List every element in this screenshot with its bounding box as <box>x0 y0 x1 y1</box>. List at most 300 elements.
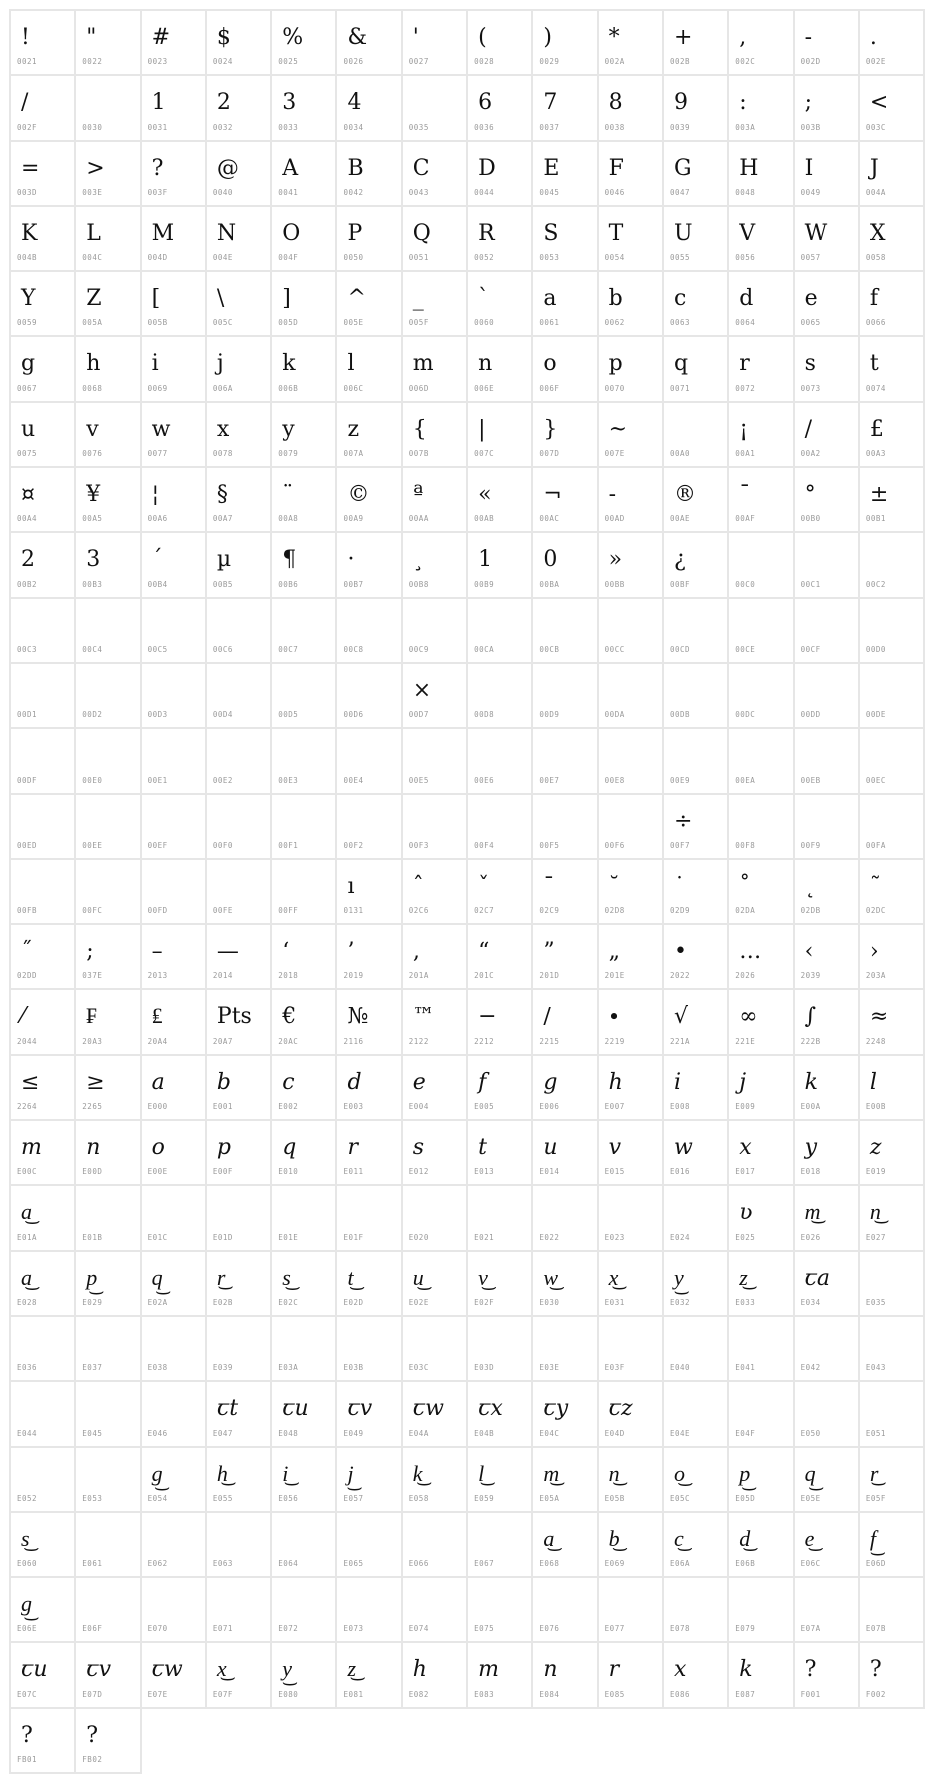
glyph-cell-e03a[interactable] <box>272 1317 335 1380</box>
glyph-cell-0022[interactable] <box>76 11 139 74</box>
glyph-cell-00b3[interactable] <box>76 533 139 596</box>
glyph-cell-00a5[interactable] <box>76 468 139 531</box>
glyph-cell-0077[interactable] <box>142 403 205 466</box>
glyph-cell-004f[interactable] <box>272 207 335 270</box>
glyph-cell-00f1[interactable] <box>272 795 335 858</box>
glyph-cell-007a[interactable] <box>337 403 400 466</box>
glyph-cell-e086[interactable] <box>664 1643 727 1706</box>
glyph-cell-0031[interactable] <box>142 76 205 139</box>
glyph-cell-e06f[interactable] <box>76 1578 139 1641</box>
glyph-cell-e043[interactable] <box>860 1317 923 1380</box>
glyph-cell-0061[interactable] <box>533 272 596 335</box>
glyph-cell-e054[interactable] <box>142 1448 205 1511</box>
glyph-cell-0040[interactable] <box>207 142 270 205</box>
glyph-cell-0062[interactable] <box>599 272 662 335</box>
glyph-cell-002e[interactable] <box>860 11 923 74</box>
glyph-cell-e028[interactable] <box>11 1252 74 1315</box>
glyph-cell-00cd[interactable] <box>664 599 727 662</box>
glyph-cell-2039[interactable] <box>795 925 858 988</box>
glyph-cell-e001[interactable] <box>207 1056 270 1119</box>
glyph-cell-e04e[interactable] <box>664 1382 727 1445</box>
glyph-cell-0056[interactable] <box>729 207 792 270</box>
glyph-cell-006a[interactable] <box>207 337 270 400</box>
glyph-cell-02d8[interactable] <box>599 860 662 923</box>
glyph-cell-e00b[interactable] <box>860 1056 923 1119</box>
glyph-cell-e037[interactable] <box>76 1317 139 1380</box>
glyph-cell-02dd[interactable] <box>11 925 74 988</box>
glyph-cell-00b6[interactable] <box>272 533 335 596</box>
glyph-cell-e03b[interactable] <box>337 1317 400 1380</box>
glyph-cell-00bb[interactable] <box>599 533 662 596</box>
glyph-cell-0043[interactable] <box>403 142 466 205</box>
glyph-cell-e066[interactable] <box>403 1513 466 1576</box>
glyph-cell-20a4[interactable] <box>142 990 205 1053</box>
glyph-cell-00b8[interactable] <box>403 533 466 596</box>
glyph-cell-e056[interactable] <box>272 1448 335 1511</box>
glyph-cell-0059[interactable] <box>11 272 74 335</box>
glyph-cell-00d6[interactable] <box>337 664 400 727</box>
glyph-cell-e02c[interactable] <box>272 1252 335 1315</box>
glyph-cell-0029[interactable] <box>533 11 596 74</box>
glyph-cell-2264[interactable] <box>11 1056 74 1119</box>
glyph-cell-e07f[interactable] <box>207 1643 270 1706</box>
glyph-cell-e07b[interactable] <box>860 1578 923 1641</box>
glyph-cell-e00e[interactable] <box>142 1121 205 1184</box>
glyph-cell-0066[interactable] <box>860 272 923 335</box>
glyph-cell-00ab[interactable] <box>468 468 531 531</box>
glyph-cell-e04f[interactable] <box>729 1382 792 1445</box>
glyph-cell-00f7[interactable] <box>664 795 727 858</box>
glyph-cell-e053[interactable] <box>76 1448 139 1511</box>
glyph-cell-e022[interactable] <box>533 1186 596 1249</box>
glyph-cell-00f5[interactable] <box>533 795 596 858</box>
glyph-cell-0072[interactable] <box>729 337 792 400</box>
glyph-cell-00e0[interactable] <box>76 729 139 792</box>
glyph-cell-0049[interactable] <box>795 142 858 205</box>
glyph-cell-e050[interactable] <box>795 1382 858 1445</box>
glyph-cell-0033[interactable] <box>272 76 335 139</box>
glyph-cell-00ce[interactable] <box>729 599 792 662</box>
glyph-cell-e020[interactable] <box>403 1186 466 1249</box>
glyph-cell-e040[interactable] <box>664 1317 727 1380</box>
glyph-cell-00e1[interactable] <box>142 729 205 792</box>
glyph-cell-2122[interactable] <box>403 990 466 1053</box>
glyph-cell-00e4[interactable] <box>337 729 400 792</box>
glyph-cell-e032[interactable] <box>664 1252 727 1315</box>
glyph-cell-e051[interactable] <box>860 1382 923 1445</box>
glyph-cell-0032[interactable] <box>207 76 270 139</box>
glyph-cell-0079[interactable] <box>272 403 335 466</box>
glyph-cell-00ad[interactable] <box>599 468 662 531</box>
glyph-cell-02c9[interactable] <box>533 860 596 923</box>
glyph-cell-e06a[interactable] <box>664 1513 727 1576</box>
glyph-cell-2248[interactable] <box>860 990 923 1053</box>
glyph-cell-00d3[interactable] <box>142 664 205 727</box>
glyph-cell-0025[interactable] <box>272 11 335 74</box>
glyph-cell-201c[interactable] <box>468 925 531 988</box>
glyph-cell-006e[interactable] <box>468 337 531 400</box>
glyph-cell-e042[interactable] <box>795 1317 858 1380</box>
glyph-cell-2212[interactable] <box>468 990 531 1053</box>
glyph-cell-e02b[interactable] <box>207 1252 270 1315</box>
glyph-cell-0074[interactable] <box>860 337 923 400</box>
glyph-cell-00ba[interactable] <box>533 533 596 596</box>
glyph-cell-e01f[interactable] <box>337 1186 400 1249</box>
glyph-cell-005c[interactable] <box>207 272 270 335</box>
glyph-cell-e05e[interactable] <box>795 1448 858 1511</box>
glyph-cell-0057[interactable] <box>795 207 858 270</box>
glyph-cell-0024[interactable] <box>207 11 270 74</box>
glyph-cell-0038[interactable] <box>599 76 662 139</box>
glyph-cell-00d4[interactable] <box>207 664 270 727</box>
glyph-cell-0058[interactable] <box>860 207 923 270</box>
glyph-cell-00b5[interactable] <box>207 533 270 596</box>
glyph-cell-e003[interactable] <box>337 1056 400 1119</box>
glyph-cell-201d[interactable] <box>533 925 596 988</box>
glyph-cell-0052[interactable] <box>468 207 531 270</box>
glyph-cell-e01a[interactable] <box>11 1186 74 1249</box>
glyph-cell-0027[interactable] <box>403 11 466 74</box>
glyph-cell-0044[interactable] <box>468 142 531 205</box>
glyph-cell-e080[interactable] <box>272 1643 335 1706</box>
glyph-cell-e062[interactable] <box>142 1513 205 1576</box>
glyph-cell-e03d[interactable] <box>468 1317 531 1380</box>
glyph-cell-0068[interactable] <box>76 337 139 400</box>
glyph-cell-0048[interactable] <box>729 142 792 205</box>
glyph-cell-00cc[interactable] <box>599 599 662 662</box>
glyph-cell-004e[interactable] <box>207 207 270 270</box>
glyph-cell-e03c[interactable] <box>403 1317 466 1380</box>
glyph-cell-0069[interactable] <box>142 337 205 400</box>
glyph-cell-e034[interactable] <box>795 1252 858 1315</box>
glyph-cell-e039[interactable] <box>207 1317 270 1380</box>
glyph-cell-00fd[interactable] <box>142 860 205 923</box>
glyph-cell-005d[interactable] <box>272 272 335 335</box>
glyph-cell-e045[interactable] <box>76 1382 139 1445</box>
glyph-cell-e005[interactable] <box>468 1056 531 1119</box>
glyph-cell-00d8[interactable] <box>468 664 531 727</box>
glyph-cell-00b2[interactable] <box>11 533 74 596</box>
glyph-cell-20a7[interactable] <box>207 990 270 1053</box>
glyph-cell-00e7[interactable] <box>533 729 596 792</box>
glyph-cell-e058[interactable] <box>403 1448 466 1511</box>
glyph-cell-e081[interactable] <box>337 1643 400 1706</box>
glyph-cell-e05b[interactable] <box>599 1448 662 1511</box>
glyph-cell-00f4[interactable] <box>468 795 531 858</box>
glyph-cell-003b[interactable] <box>795 76 858 139</box>
glyph-cell-e015[interactable] <box>599 1121 662 1184</box>
glyph-cell-f002[interactable] <box>860 1643 923 1706</box>
glyph-cell-00d5[interactable] <box>272 664 335 727</box>
glyph-cell-e036[interactable] <box>11 1317 74 1380</box>
glyph-cell-e016[interactable] <box>664 1121 727 1184</box>
glyph-cell-00db[interactable] <box>664 664 727 727</box>
glyph-cell-00e5[interactable] <box>403 729 466 792</box>
glyph-cell-e078[interactable] <box>664 1578 727 1641</box>
glyph-cell-0078[interactable] <box>207 403 270 466</box>
glyph-cell-0035[interactable] <box>403 76 466 139</box>
glyph-cell-0039[interactable] <box>664 76 727 139</box>
glyph-cell-00f3[interactable] <box>403 795 466 858</box>
glyph-cell-e06b[interactable] <box>729 1513 792 1576</box>
glyph-cell-e057[interactable] <box>337 1448 400 1511</box>
glyph-cell-e047[interactable] <box>207 1382 270 1445</box>
glyph-cell-003f[interactable] <box>142 142 205 205</box>
glyph-cell-007d[interactable] <box>533 403 596 466</box>
glyph-cell-e025[interactable] <box>729 1186 792 1249</box>
glyph-cell-00ae[interactable] <box>664 468 727 531</box>
glyph-cell-0070[interactable] <box>599 337 662 400</box>
glyph-cell-007e[interactable] <box>599 403 662 466</box>
glyph-cell-00ef[interactable] <box>142 795 205 858</box>
glyph-cell-2019[interactable] <box>337 925 400 988</box>
glyph-cell-0021[interactable] <box>11 11 74 74</box>
glyph-cell-00d9[interactable] <box>533 664 596 727</box>
glyph-cell-e044[interactable] <box>11 1382 74 1445</box>
glyph-cell-0063[interactable] <box>664 272 727 335</box>
glyph-cell-007b[interactable] <box>403 403 466 466</box>
glyph-cell-f001[interactable] <box>795 1643 858 1706</box>
glyph-cell-e059[interactable] <box>468 1448 531 1511</box>
glyph-cell-e024[interactable] <box>664 1186 727 1249</box>
glyph-cell-e065[interactable] <box>337 1513 400 1576</box>
glyph-cell-00f6[interactable] <box>599 795 662 858</box>
glyph-cell-e077[interactable] <box>599 1578 662 1641</box>
glyph-cell-00ff[interactable] <box>272 860 335 923</box>
glyph-cell-00cf[interactable] <box>795 599 858 662</box>
glyph-cell-006c[interactable] <box>337 337 400 400</box>
glyph-cell-00c9[interactable] <box>403 599 466 662</box>
glyph-cell-e00c[interactable] <box>11 1121 74 1184</box>
glyph-cell-02db[interactable] <box>795 860 858 923</box>
glyph-cell-0045[interactable] <box>533 142 596 205</box>
glyph-cell-00c4[interactable] <box>76 599 139 662</box>
glyph-cell-004d[interactable] <box>142 207 205 270</box>
glyph-cell-e046[interactable] <box>142 1382 205 1445</box>
glyph-cell-00fa[interactable] <box>860 795 923 858</box>
glyph-cell-2044[interactable] <box>11 990 74 1053</box>
glyph-cell-e083[interactable] <box>468 1643 531 1706</box>
glyph-cell-e014[interactable] <box>533 1121 596 1184</box>
glyph-cell-00a6[interactable] <box>142 468 205 531</box>
glyph-cell-037e[interactable] <box>76 925 139 988</box>
glyph-cell-e038[interactable] <box>142 1317 205 1380</box>
glyph-cell-e02a[interactable] <box>142 1252 205 1315</box>
glyph-cell-005e[interactable] <box>337 272 400 335</box>
glyph-cell-e02e[interactable] <box>403 1252 466 1315</box>
glyph-cell-0036[interactable] <box>468 76 531 139</box>
glyph-cell-e006[interactable] <box>533 1056 596 1119</box>
glyph-cell-0064[interactable] <box>729 272 792 335</box>
glyph-cell-e07a[interactable] <box>795 1578 858 1641</box>
glyph-cell-0042[interactable] <box>337 142 400 205</box>
glyph-cell-e063[interactable] <box>207 1513 270 1576</box>
glyph-cell-e021[interactable] <box>468 1186 531 1249</box>
glyph-cell-e055[interactable] <box>207 1448 270 1511</box>
glyph-cell-e030[interactable] <box>533 1252 596 1315</box>
glyph-cell-e00a[interactable] <box>795 1056 858 1119</box>
glyph-cell-00a2[interactable] <box>795 403 858 466</box>
glyph-cell-004a[interactable] <box>860 142 923 205</box>
glyph-cell-e03e[interactable] <box>533 1317 596 1380</box>
glyph-cell-0026[interactable] <box>337 11 400 74</box>
glyph-cell-e082[interactable] <box>403 1643 466 1706</box>
glyph-cell-00f9[interactable] <box>795 795 858 858</box>
glyph-cell-0055[interactable] <box>664 207 727 270</box>
glyph-cell-e04d[interactable] <box>599 1382 662 1445</box>
glyph-cell-e049[interactable] <box>337 1382 400 1445</box>
glyph-cell-e05c[interactable] <box>664 1448 727 1511</box>
glyph-cell-e01d[interactable] <box>207 1186 270 1249</box>
glyph-cell-e009[interactable] <box>729 1056 792 1119</box>
glyph-cell-e069[interactable] <box>599 1513 662 1576</box>
glyph-cell-e02f[interactable] <box>468 1252 531 1315</box>
glyph-cell-00fc[interactable] <box>76 860 139 923</box>
glyph-cell-003d[interactable] <box>11 142 74 205</box>
glyph-cell-e064[interactable] <box>272 1513 335 1576</box>
glyph-cell-0060[interactable] <box>468 272 531 335</box>
glyph-cell-0076[interactable] <box>76 403 139 466</box>
glyph-cell-0041[interactable] <box>272 142 335 205</box>
glyph-cell-222b[interactable] <box>795 990 858 1053</box>
glyph-cell-00a0[interactable] <box>664 403 727 466</box>
glyph-cell-00a9[interactable] <box>337 468 400 531</box>
glyph-cell-e076[interactable] <box>533 1578 596 1641</box>
glyph-cell-00e9[interactable] <box>664 729 727 792</box>
glyph-cell-00a3[interactable] <box>860 403 923 466</box>
glyph-cell-e026[interactable] <box>795 1186 858 1249</box>
glyph-cell-00b0[interactable] <box>795 468 858 531</box>
glyph-cell-2265[interactable] <box>76 1056 139 1119</box>
glyph-cell-e07e[interactable] <box>142 1643 205 1706</box>
glyph-cell-2018[interactable] <box>272 925 335 988</box>
glyph-cell-00c3[interactable] <box>11 599 74 662</box>
glyph-cell-20ac[interactable] <box>272 990 335 1053</box>
glyph-cell-e010[interactable] <box>272 1121 335 1184</box>
glyph-cell-e06e[interactable] <box>11 1578 74 1641</box>
glyph-cell-0023[interactable] <box>142 11 205 74</box>
glyph-cell-02d9[interactable] <box>664 860 727 923</box>
glyph-cell-201e[interactable] <box>599 925 662 988</box>
glyph-cell-e011[interactable] <box>337 1121 400 1184</box>
glyph-cell-e06c[interactable] <box>795 1513 858 1576</box>
glyph-cell-0071[interactable] <box>664 337 727 400</box>
glyph-cell-e060[interactable] <box>11 1513 74 1576</box>
glyph-cell-e00f[interactable] <box>207 1121 270 1184</box>
glyph-cell-e073[interactable] <box>337 1578 400 1641</box>
glyph-cell-2219[interactable] <box>599 990 662 1053</box>
glyph-cell-2014[interactable] <box>207 925 270 988</box>
glyph-cell-2026[interactable] <box>729 925 792 988</box>
glyph-cell-00a8[interactable] <box>272 468 335 531</box>
glyph-cell-00a7[interactable] <box>207 468 270 531</box>
glyph-cell-00ca[interactable] <box>468 599 531 662</box>
glyph-cell-00da[interactable] <box>599 664 662 727</box>
glyph-cell-00a1[interactable] <box>729 403 792 466</box>
glyph-cell-0051[interactable] <box>403 207 466 270</box>
glyph-cell-2022[interactable] <box>664 925 727 988</box>
glyph-cell-002a[interactable] <box>599 11 662 74</box>
glyph-cell-e017[interactable] <box>729 1121 792 1184</box>
glyph-cell-0067[interactable] <box>11 337 74 400</box>
glyph-cell-e05d[interactable] <box>729 1448 792 1511</box>
glyph-cell-e06d[interactable] <box>860 1513 923 1576</box>
glyph-cell-0034[interactable] <box>337 76 400 139</box>
glyph-cell-0053[interactable] <box>533 207 596 270</box>
glyph-cell-00bf[interactable] <box>664 533 727 596</box>
glyph-cell-e018[interactable] <box>795 1121 858 1184</box>
glyph-cell-00c2[interactable] <box>860 533 923 596</box>
glyph-cell-e023[interactable] <box>599 1186 662 1249</box>
glyph-cell-0075[interactable] <box>11 403 74 466</box>
glyph-cell-e027[interactable] <box>860 1186 923 1249</box>
glyph-cell-002f[interactable] <box>11 76 74 139</box>
glyph-cell-e02d[interactable] <box>337 1252 400 1315</box>
glyph-cell-005a[interactable] <box>76 272 139 335</box>
glyph-cell-2116[interactable] <box>337 990 400 1053</box>
glyph-cell-00ec[interactable] <box>860 729 923 792</box>
glyph-cell-e068[interactable] <box>533 1513 596 1576</box>
glyph-cell-006d[interactable] <box>403 337 466 400</box>
glyph-cell-00af[interactable] <box>729 468 792 531</box>
glyph-cell-e01b[interactable] <box>76 1186 139 1249</box>
glyph-cell-e061[interactable] <box>76 1513 139 1576</box>
glyph-cell-e075[interactable] <box>468 1578 531 1641</box>
glyph-cell-e008[interactable] <box>664 1056 727 1119</box>
glyph-cell-e085[interactable] <box>599 1643 662 1706</box>
glyph-cell-e07c[interactable] <box>11 1643 74 1706</box>
glyph-cell-00e6[interactable] <box>468 729 531 792</box>
glyph-cell-00b4[interactable] <box>142 533 205 596</box>
glyph-cell-e07d[interactable] <box>76 1643 139 1706</box>
glyph-cell-02c6[interactable] <box>403 860 466 923</box>
glyph-cell-003c[interactable] <box>860 76 923 139</box>
glyph-cell-e070[interactable] <box>142 1578 205 1641</box>
glyph-cell-00b7[interactable] <box>337 533 400 596</box>
glyph-cell-002d[interactable] <box>795 11 858 74</box>
glyph-cell-006b[interactable] <box>272 337 335 400</box>
glyph-cell-00c7[interactable] <box>272 599 335 662</box>
glyph-cell-e071[interactable] <box>207 1578 270 1641</box>
glyph-cell-00e3[interactable] <box>272 729 335 792</box>
glyph-cell-00a4[interactable] <box>11 468 74 531</box>
glyph-cell-003a[interactable] <box>729 76 792 139</box>
glyph-cell-00ed[interactable] <box>11 795 74 858</box>
glyph-cell-e033[interactable] <box>729 1252 792 1315</box>
glyph-cell-002b[interactable] <box>664 11 727 74</box>
glyph-cell-e048[interactable] <box>272 1382 335 1445</box>
glyph-cell-e01e[interactable] <box>272 1186 335 1249</box>
glyph-cell-fb01[interactable] <box>11 1709 74 1772</box>
glyph-cell-0054[interactable] <box>599 207 662 270</box>
glyph-cell-e074[interactable] <box>403 1578 466 1641</box>
glyph-cell-00fb[interactable] <box>11 860 74 923</box>
glyph-cell-00c6[interactable] <box>207 599 270 662</box>
glyph-cell-005b[interactable] <box>142 272 205 335</box>
glyph-cell-00eb[interactable] <box>795 729 858 792</box>
glyph-cell-e04b[interactable] <box>468 1382 531 1445</box>
glyph-cell-00f0[interactable] <box>207 795 270 858</box>
glyph-cell-00e8[interactable] <box>599 729 662 792</box>
glyph-cell-e079[interactable] <box>729 1578 792 1641</box>
glyph-cell-e05a[interactable] <box>533 1448 596 1511</box>
glyph-cell-004b[interactable] <box>11 207 74 270</box>
glyph-cell-004c[interactable] <box>76 207 139 270</box>
glyph-cell-20a3[interactable] <box>76 990 139 1053</box>
glyph-cell-e004[interactable] <box>403 1056 466 1119</box>
glyph-cell-201a[interactable] <box>403 925 466 988</box>
glyph-cell-0030[interactable] <box>76 76 139 139</box>
